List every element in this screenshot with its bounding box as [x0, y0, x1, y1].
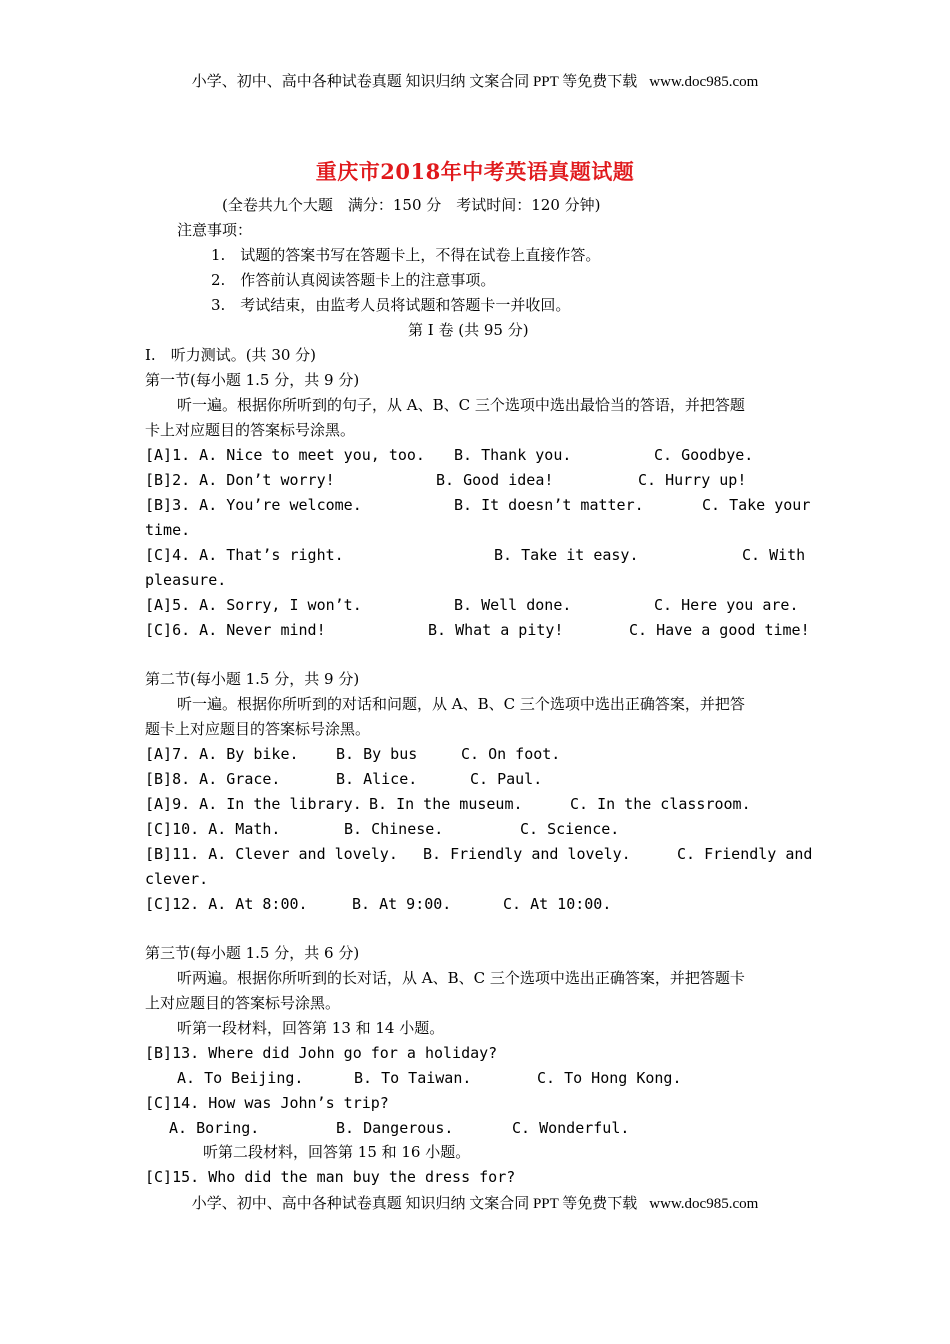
q5-option-a: [A]5. A. Sorry, I won’t.: [145, 596, 362, 614]
q3-option-c-wrap: time.: [145, 521, 191, 539]
section3-instruction: 听两遍。根据你所听到的长对话，从 A、B、C 三个选项中选出正确答案，并把答题卡: [177, 969, 745, 987]
q11-option-c-wrap: clever.: [145, 870, 209, 888]
q15-stem: [C]15. Who did the man buy the dress for?: [145, 1168, 516, 1186]
q8-option-c: C. Paul.: [470, 770, 543, 788]
q11-option-c: C. Friendly and: [677, 845, 813, 863]
header-site: www.doc985.com: [649, 74, 759, 90]
q13-option-a: A. To Beijing.: [177, 1069, 304, 1087]
segment2-intro: 听第二段材料，回答第 15 和 16 小题。: [203, 1143, 471, 1161]
q7-option-b: B. By bus: [336, 745, 418, 763]
segment1-intro: 听第一段材料，回答第 13 和 14 小题。: [177, 1019, 445, 1037]
q2-option-a: [B]2. A. Don’t worry!: [145, 471, 335, 489]
q13-stem: [B]13. Where did John go for a holiday?: [145, 1044, 498, 1062]
section3-heading: 第三节(每小题 1.5 分，共 6 分): [145, 944, 360, 962]
q6-option-b: B. What a pity!: [428, 621, 564, 639]
notes-item: 2. 作答前认真阅读答题卡上的注意事项。: [211, 271, 496, 289]
q7-option-c: C. On foot.: [461, 745, 561, 763]
footer-site: www.doc985.com: [649, 1196, 759, 1212]
section2-instruction: 听一遍。根据你所听到的对话和问题，从 A、B、C 三个选项中选出正确答案，并把答: [177, 695, 745, 713]
part1-heading: I. 听力测试。(共 30 分): [145, 346, 317, 364]
q14-option-b: B. Dangerous.: [336, 1119, 454, 1137]
section2-heading: 第二节(每小题 1.5 分，共 9 分): [145, 670, 360, 688]
q12-option-a: [C]12. A. At 8:00.: [145, 895, 308, 913]
q9-option-b: B. In the museum.: [369, 795, 523, 813]
q7-option-a: [A]7. A. By bike.: [145, 745, 299, 763]
section2-instruction-cont: 题卡上对应题目的答案标号涂黑。: [145, 720, 371, 738]
q5-option-b: B. Well done.: [454, 596, 572, 614]
q12-option-b: B. At 9:00.: [352, 895, 452, 913]
q6-option-a: [C]6. A. Never mind!: [145, 621, 326, 639]
q4-option-b: B. Take it easy.: [494, 546, 639, 564]
q4-option-c: C. With: [742, 546, 806, 564]
section1-instruction-cont: 卡上对应题目的答案标号涂黑。: [145, 421, 356, 439]
volume-heading: 第 I 卷 (共 95 分): [408, 321, 529, 339]
q10-option-b: B. Chinese.: [344, 820, 444, 838]
q3-option-a: [B]3. A. You’re welcome.: [145, 496, 362, 514]
q5-option-c: C. Here you are.: [654, 596, 799, 614]
q1-option-b: B. Thank you.: [454, 446, 572, 464]
notes-heading: 注意事项：: [177, 221, 253, 239]
q13-option-c: C. To Hong Kong.: [537, 1069, 682, 1087]
q3-option-b: B. It doesn’t matter.: [454, 496, 644, 514]
q9-option-c: C. In the classroom.: [570, 795, 751, 813]
page-header: [0, 70, 950, 91]
q8-option-a: [B]8. A. Grace.: [145, 770, 281, 788]
q11-option-b: B. Friendly and lovely.: [423, 845, 631, 863]
exam-title: 重庆市2018年中考英语真题试题: [315, 159, 635, 184]
q10-option-a: [C]10. A. Math.: [145, 820, 281, 838]
header-text: 小学、初中、高中各种试卷真题 知识归纳 文案合同 PPT 等免费下载: [191, 74, 638, 90]
q14-stem: [C]14. How was John’s trip?: [145, 1094, 389, 1112]
notes-item: 1. 试题的答案书写在答题卡上，不得在试卷上直接作答。: [211, 246, 601, 264]
q4-option-c-wrap: pleasure.: [145, 571, 227, 589]
q2-option-c: C. Hurry up!: [638, 471, 747, 489]
q10-option-c: C. Science.: [520, 820, 620, 838]
q4-option-a: [C]4. A. That’s right.: [145, 546, 344, 564]
q14-option-a: A. Boring.: [169, 1119, 260, 1137]
q9-option-a: [A]9. A. In the library.: [145, 795, 362, 813]
exam-info: (全卷共九个大题 满分：150 分 考试时间：120 分钟): [222, 196, 601, 214]
section1-heading: 第一节(每小题 1.5 分，共 9 分): [145, 371, 360, 389]
q2-option-b: B. Good idea!: [436, 471, 554, 489]
footer-text: 小学、初中、高中各种试卷真题 知识归纳 文案合同 PPT 等免费下载: [191, 1196, 638, 1212]
q3-option-c: C. Take your: [702, 496, 811, 514]
q8-option-b: B. Alice.: [336, 770, 418, 788]
q11-option-a: [B]11. A. Clever and lovely.: [145, 845, 398, 863]
notes-item: 3. 考试结束，由监考人员将试题和答题卡一并收回。: [211, 296, 571, 314]
q1-option-a: [A]1. A. Nice to meet you, too.: [145, 446, 425, 464]
page-footer: [0, 1192, 950, 1213]
q14-option-c: C. Wonderful.: [512, 1119, 630, 1137]
q1-option-c: C. Goodbye.: [654, 446, 754, 464]
section1-instruction: 听一遍。根据你所听到的句子，从 A、B、C 三个选项中选出最恰当的答语，并把答题: [177, 396, 745, 414]
q6-option-c: C. Have a good time!: [629, 621, 810, 639]
q12-option-c: C. At 10:00.: [503, 895, 612, 913]
section3-instruction-cont: 上对应题目的答案标号涂黑。: [145, 994, 341, 1012]
q13-option-b: B. To Taiwan.: [354, 1069, 472, 1087]
